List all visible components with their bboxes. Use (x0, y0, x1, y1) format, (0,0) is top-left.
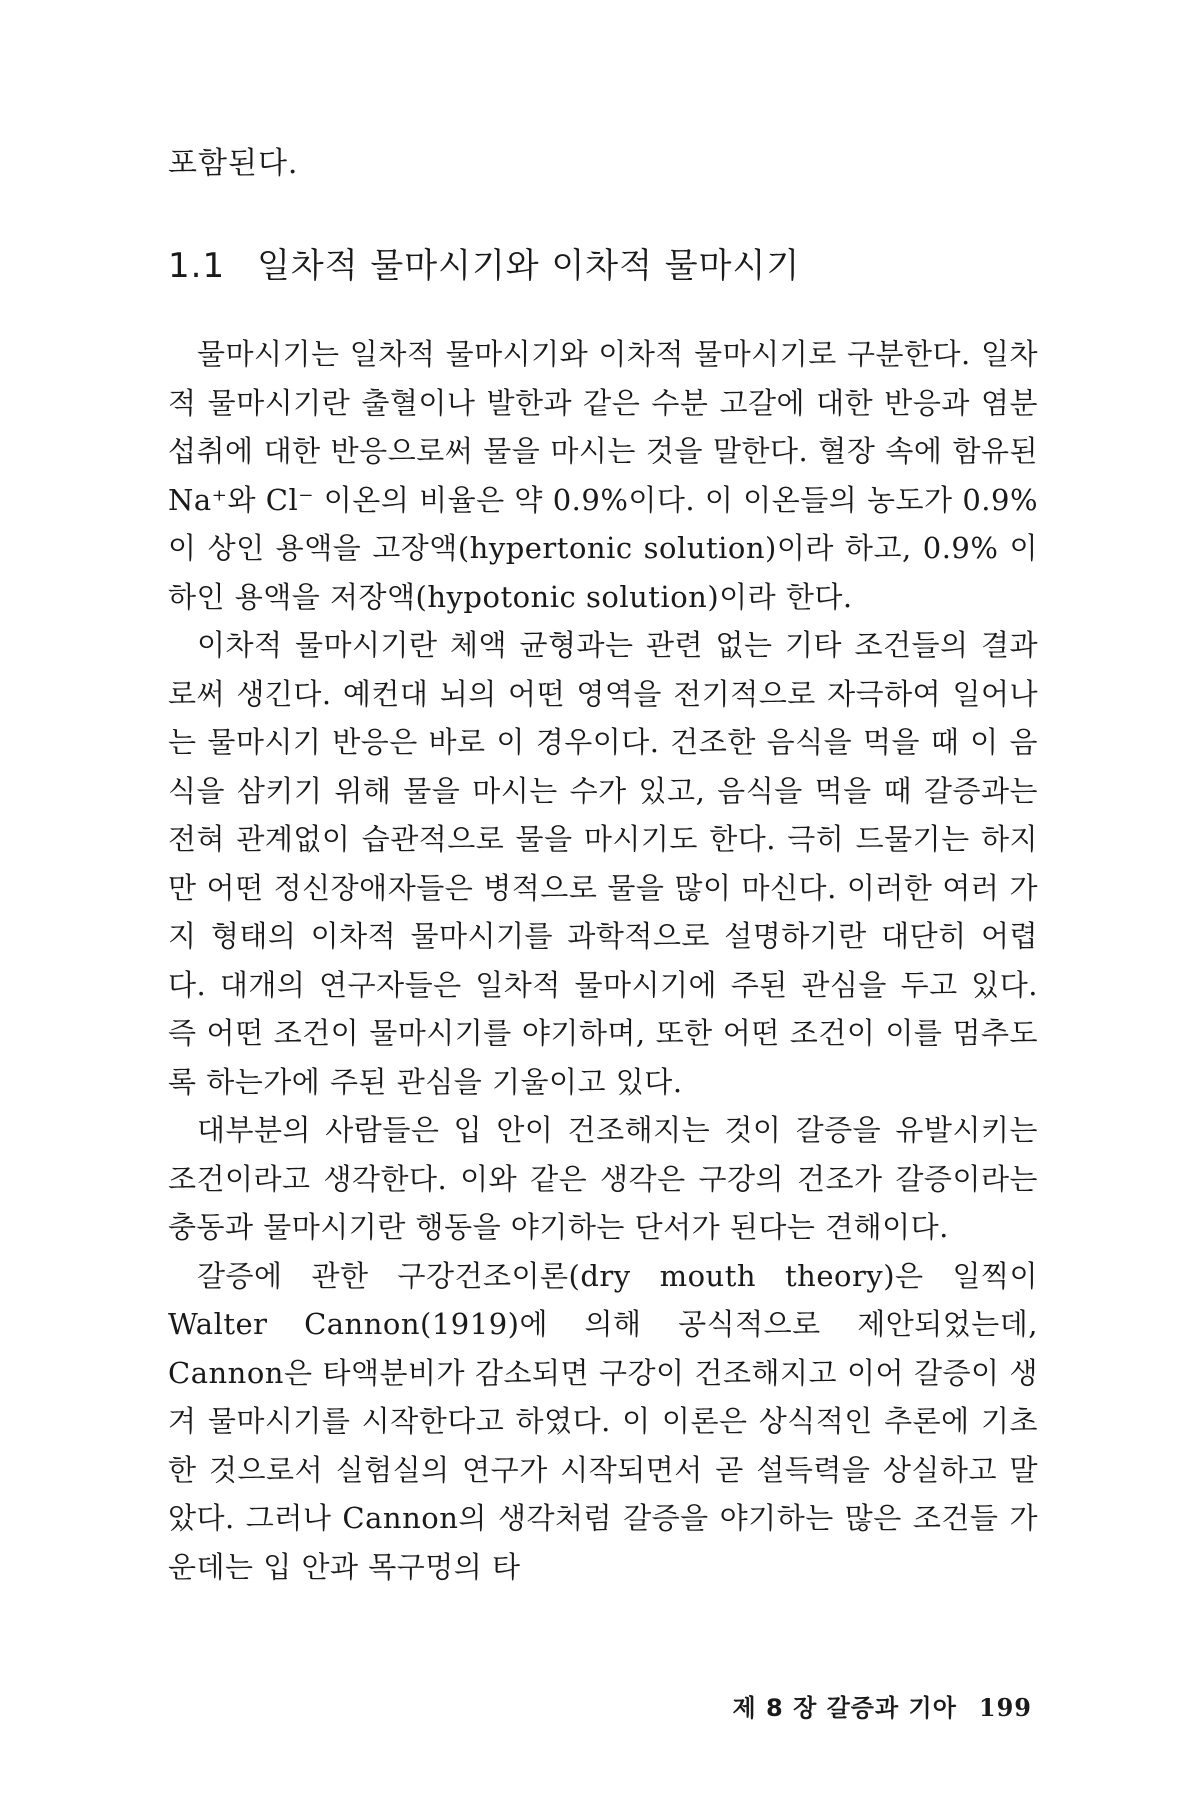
page-footer (732, 1688, 1032, 1723)
section-heading (168, 238, 800, 287)
running-footer-chapter: 제 8 장 갈증과 기아 (732, 1694, 957, 1722)
paragraph: 이차적 물마시기란 체액 균형과는 관련 없는 기타 조건들의 결과로써 생긴다. 예컨대 뇌의 어떤 영역을 전기적으로 자극하여 일어나는 물마시기 반응은 바로 이 경우이다. 건조한 음식을 먹을 때 이 음식을 삼키기 위해 물을 마시는 수가 있고, 음식을 먹을 때 갈증과는 전혀 관계없이 습관적으로 물을 마시기도 한다. 극히 드물기는 하지만 어떤 정신장애자들은 병적으로 물을 많이 마신다. 이러한 여러 가지 형태의 이차적 물마시기를 과학적으로 설명하기란 대단히 어렵다. 대개의 연구자들은 일차적 물마시기에 주된 관심을 두고 있다. 즉 어떤 조건이 물마시기를 야기하며, 또한 어떤 조건이 이를 멈추도록 하는가에 주된 관심을 기울이고 있다. (168, 628, 1038, 1099)
section-title: 일차적 물마시기와 이차적 물마시기 (257, 246, 801, 286)
paragraph: 갈증에 관한 구강건조이론(dry mouth theory)은 일찍이 Walter Cannon(1919)에 의해 공식적으로 제안되었는데, Cannon은 타액분비가 감소되면 구강이 건조해지고 이어 갈증이 생겨 물마시기를 시작한다고 하였다. 이 이론은 상식적인 추론에 기초한 것으로서 실험실의 연구가 시작되면서 곧 설득력을 상실하고 말았다. 그러나 Cannon의 생각처럼 갈증을 야기하는 많은 조건들 가운데는 입 안과 목구멍의 타 (168, 1258, 1038, 1584)
paragraph: 대부분의 사람들은 입 안이 건조해지는 것이 갈증을 유발시키는 조건이라고 생각한다. 이와 같은 생각은 구강의 건조가 갈증이라는 충동과 물마시기란 행동을 야기하는 단서가 된다는 견해이다. (168, 1113, 1038, 1244)
page-number: 199 (978, 1693, 1032, 1722)
paragraph: 물마시기는 일차적 물마시기와 이차적 물마시기로 구분한다. 일차적 물마시기란 출혈이나 발한과 같은 수분 고갈에 대한 반응과 염분 섭취에 대한 반응으로써 물을 마시는 것을 말한다. 혈장 속에 함유된 Na⁺와 Cl⁻ 이온의 비율은 약 0.9%이다. 이 이온들의 농도가 0.9% 이 상인 용액을 고장액(hypertonic solution)이라 하고, 0.9% 이하인 용액을 저장액(hypotonic solution)이라 한다. (168, 337, 1038, 614)
section-number: 1.1 (168, 246, 226, 286)
body-text (168, 330, 1038, 1591)
continued-text-line: 포함된다. (168, 146, 299, 181)
